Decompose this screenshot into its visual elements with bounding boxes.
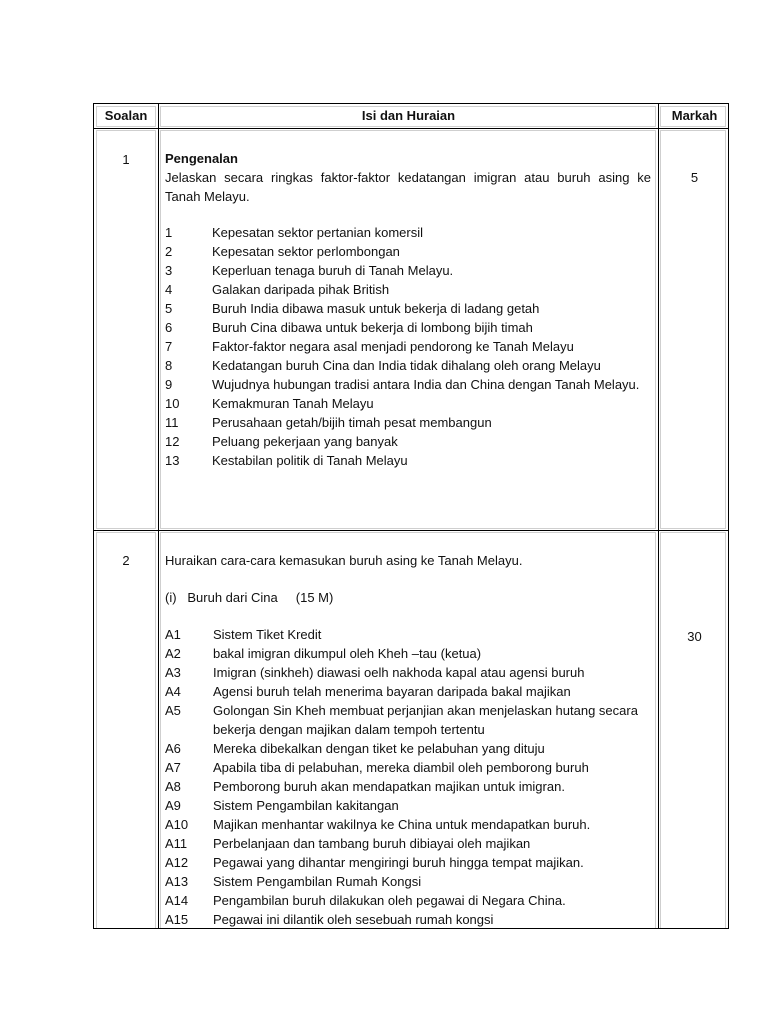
q1-number: 1 (122, 152, 130, 167)
header-soalan: Soalan (104, 108, 148, 123)
list-item (165, 432, 651, 451)
q1-content (165, 149, 651, 470)
list-item (165, 663, 651, 682)
q2-subheading: (i) Buruh dari Cina (15 M) (165, 590, 334, 605)
list-item-number: 8 (165, 358, 173, 373)
list-item-number: 13 (165, 453, 180, 468)
q1-number-cell-outline (96, 130, 156, 529)
list-item-number: A8 (165, 779, 181, 794)
q2-content (165, 551, 651, 929)
list-item-text: Kestabilan politik di Tanah Melayu (212, 453, 408, 468)
list-item-text: Galakan daripada pihak British (212, 282, 390, 297)
list-item-text: Golongan Sin Kheh membuat perjanjian akan menjelaskan hutang secara bekerja dengan majikan dalam tempoh tertentu (213, 703, 638, 737)
list-item-text: Pengambilan buruh dilakukan oleh pegawai di Negara China. (213, 893, 566, 908)
list-item-text: Kemakmuran Tanah Melayu (212, 396, 374, 411)
list-item (165, 394, 651, 413)
list-item-text: Wujudnya hubungan tradisi antara India dan China dengan Tanah Melayu. (212, 377, 640, 392)
list-item-number: 5 (165, 301, 173, 316)
list-item-text: Mereka dibekalkan dengan tiket ke pelabuhan yang dituju (213, 741, 545, 756)
list-item (165, 701, 651, 739)
list-item-text: Sistem Pengambilan kakitangan (213, 798, 399, 813)
list-item (165, 280, 651, 299)
list-item-text: Apabila tiba di pelabuhan, mereka diambil oleh pemborong buruh (213, 760, 589, 775)
list-item (165, 242, 651, 261)
list-item (165, 337, 651, 356)
answer-table (93, 103, 729, 929)
q1-answer-list (165, 223, 651, 470)
list-item-number: A7 (165, 760, 181, 775)
list-item-text: Kepesatan sektor perlombongan (212, 244, 400, 259)
list-item-number: A2 (165, 646, 181, 661)
list-item (165, 891, 651, 910)
list-item-text: Perusahaan getah/bijih timah pesat membangun (212, 415, 492, 430)
list-item-number: A9 (165, 798, 181, 813)
list-item-number: 2 (165, 244, 173, 259)
list-item-number: A13 (165, 874, 189, 889)
column-divider (158, 104, 159, 928)
list-item-number: A3 (165, 665, 181, 680)
list-item (165, 834, 651, 853)
list-item-text: Perbelanjaan dan tambang buruh dibiayai oleh majikan (213, 836, 531, 851)
list-item-number: 3 (165, 263, 173, 278)
list-item-text: Pemborong buruh akan mendapatkan majikan untuk imigran. (213, 779, 565, 794)
list-item (165, 682, 651, 701)
list-item-number: 11 (165, 415, 179, 430)
row-divider (94, 128, 728, 129)
list-item (165, 299, 651, 318)
list-item-text: Buruh India dibawa masuk untuk bekerja di ladang getah (212, 301, 540, 316)
q2-number-cell-outline (96, 532, 156, 929)
list-item (165, 625, 651, 644)
q1-marks: 5 (690, 170, 699, 185)
list-item-number: A5 (165, 703, 181, 718)
q2-question: Huraikan cara-cara kemasukan buruh asing ke Tanah Melayu. (165, 553, 523, 568)
list-item (165, 261, 651, 280)
list-item-text: Sistem Pengambilan Rumah Kongsi (213, 874, 422, 889)
q2-number: 2 (122, 553, 130, 568)
list-item-number: A10 (165, 817, 189, 832)
list-item-number: A12 (165, 855, 189, 870)
list-item (165, 853, 651, 872)
list-item (165, 451, 651, 470)
list-item (165, 356, 651, 375)
list-item-number: 7 (165, 339, 173, 354)
list-item (165, 223, 651, 242)
list-item (165, 644, 651, 663)
list-item (165, 815, 651, 834)
list-item-text: Faktor-faktor negara asal menjadi pendorong ke Tanah Melayu (212, 339, 574, 354)
list-item-number: A4 (165, 684, 181, 699)
list-item (165, 739, 651, 758)
list-item-number: A14 (165, 893, 189, 908)
q2-marks: 30 (687, 629, 702, 644)
list-item-number: A15 (165, 912, 189, 927)
list-item-text: Buruh Cina dibawa untuk bekerja di lombong bijih timah (212, 320, 533, 335)
list-item-number: A11 (165, 836, 188, 851)
list-item (165, 758, 651, 777)
list-item-number: 12 (165, 434, 180, 449)
list-item-number: 1 (165, 225, 173, 240)
list-item-text: Pegawai ini dilantik oleh sesebuah rumah kongsi (213, 912, 494, 927)
header-markah: Markah (671, 108, 718, 123)
list-item (165, 318, 651, 337)
list-item-number: A1 (165, 627, 181, 642)
list-item-text: Majikan menhantar wakilnya ke China untuk mendapatkan buruh. (213, 817, 591, 832)
list-item (165, 796, 651, 815)
list-item-text: Sistem Tiket Kredit (213, 627, 322, 642)
list-item-text: Kepesatan sektor pertanian komersil (212, 225, 424, 240)
list-item-text: Pegawai yang dihantar mengiringi buruh hingga tempat majikan. (213, 855, 584, 870)
q2-answer-list (165, 625, 651, 929)
list-item (165, 777, 651, 796)
list-item-text: bakal imigran dikumpul oleh Kheh –tau (ketua) (213, 646, 482, 661)
list-item-number: 10 (165, 396, 180, 411)
list-item-text: Keperluan tenaga buruh di Tanah Melayu. (212, 263, 454, 278)
column-divider (658, 104, 659, 928)
list-item-text: Kedatangan buruh Cina dan India tidak dihalang oleh orang Melayu (212, 358, 601, 373)
q1-marks-cell-outline (660, 130, 726, 529)
list-item (165, 375, 651, 394)
row-divider (94, 530, 728, 531)
list-item-text: Imigran (sinkheh) diawasi oelh nakhoda kapal atau agensi buruh (213, 665, 585, 680)
list-item (165, 872, 651, 891)
q1-question: Jelaskan secara ringkas faktor-faktor kedatangan imigran atau buruh asing ke Tanah Melayu. (165, 170, 651, 204)
list-item (165, 910, 651, 929)
q2-marks-cell-outline (660, 532, 726, 929)
list-item-number: 9 (165, 377, 173, 392)
header-isi-dan-huraian: Isi dan Huraian (361, 108, 456, 123)
list-item-text: Peluang pekerjaan yang banyak (212, 434, 398, 449)
list-item (165, 413, 651, 432)
list-item-text: Agensi buruh telah menerima bayaran daripada bakal majikan (213, 684, 571, 699)
list-item-number: A6 (165, 741, 181, 756)
list-item-number: 4 (165, 282, 173, 297)
q1-title: Pengenalan (165, 151, 238, 166)
list-item-number: 6 (165, 320, 173, 335)
